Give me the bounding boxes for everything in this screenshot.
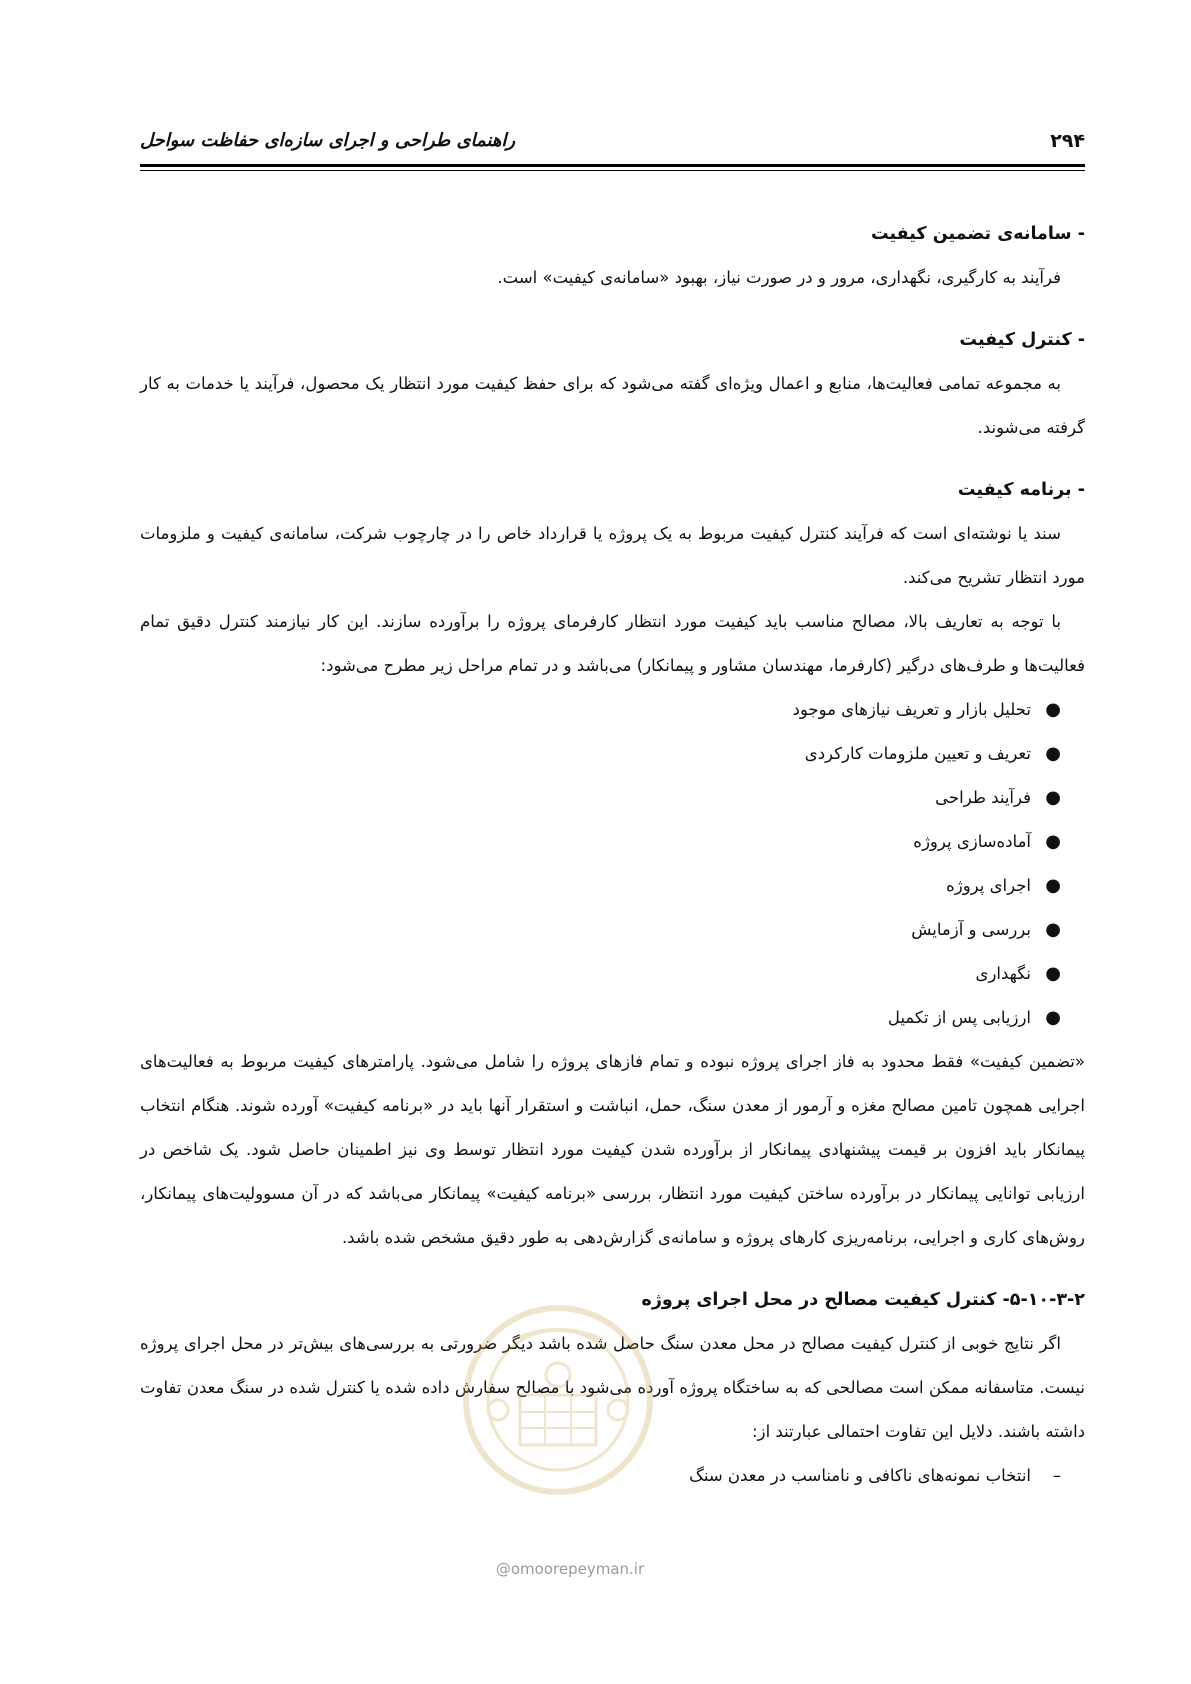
heading-quality-control: - کنترل کیفیت bbox=[959, 330, 1085, 350]
bullet-icon: ● bbox=[1045, 743, 1061, 764]
list-item: ● نگهداری bbox=[140, 952, 1061, 996]
list-item: ● تعریف و تعیین ملزومات کارکردی bbox=[140, 732, 1061, 776]
bullet-icon: ● bbox=[1045, 963, 1061, 984]
list-item: ● بررسی و آزمایش bbox=[140, 908, 1061, 952]
list-item: ● فرآیند طراحی bbox=[140, 776, 1061, 820]
list-item: ● اجرای پروژه bbox=[140, 864, 1061, 908]
heading-quality-plan: - برنامه کیفیت bbox=[957, 480, 1085, 500]
paragraph-site-control: اگر نتایج خوبی از کنترل کیفیت مصالح در محل معدن سنگ حاصل شده باشد دیگر ضرورتی به بررسی‌های بیش‌تر در محل اجرای پروژه نیست. متاسفانه ممکن است مصالحی که به ساختگاه پروژه آورده می‌شود با مصالح سفارش داده شده یا کنترل شده در سنگ معدن تفاوت داشته باشند. دلایل این تفاوت احتمالی عبارتند از: bbox=[140, 1334, 1085, 1441]
bullet-icon: ● bbox=[1045, 1007, 1061, 1028]
heading-qa-system: - سامانه‌ی تضمین کیفیت bbox=[871, 224, 1085, 244]
bullet-icon: ● bbox=[1045, 699, 1061, 720]
stages-list bbox=[140, 688, 1085, 1040]
header-rule-thick bbox=[140, 164, 1085, 167]
running-title: راهنمای طراحی و اجرای سازه‌ای حفاظت سواحل bbox=[140, 130, 516, 151]
paragraph-quality-plan-2: با توجه به تعاریف بالا، مصالح مناسب باید کیفیت مورد انتظار کارفرمای پروژه را برآورده سازند. این کار نیازمند کنترل دقیق تمام فعالیت‌ها و طرف‌های درگیر (کارفرما، مهندسان مشاور و پیمانکار) می‌باشد و در تمام مراحل زیر مطرح می‌شود: bbox=[140, 612, 1085, 675]
list-item: – انتخاب نمونه‌های ناکافی و نامناسب در معدن سنگ bbox=[140, 1454, 1061, 1498]
paragraph-qa-system: فرآیند به کارگیری، نگهداری، مرور و در صورت نیاز، بهبود «سامانه‌ی کیفیت» است. bbox=[497, 268, 1061, 287]
list-item: ● ارزیابی پس از تکمیل bbox=[140, 996, 1061, 1040]
list-item: ● تحلیل بازار و تعریف نیازهای موجود bbox=[140, 688, 1061, 732]
paragraph-after-list: «تضمین کیفیت» فقط محدود به فاز اجرای پروژه نبوده و تمام فازهای پروژه را شامل می‌شود. پارامترهای کیفیت مربوط به فعالیت‌های اجرایی همچون تامین مصالح مغزه و آرمور از معدن سنگ، حمل، انباشت و استقرار آنها باید در «برنامه کیفیت» آورده شوند. هنگام انتخاب پیمانکار باید افزون بر قیمت پیشنهادی پیمانکار از برآورده شدن کیفیت مورد انتظار توسط وی نیز اطمینان حاصل شود. یک شاخص در ارزیابی توانایی پیمانکار در برآورده ساختن کیفیت مورد انتظار، بررسی «برنامه کیفیت» پیمانکار می‌باشد که در آن مسوولیت‌های پیمانکار، روش‌های کاری و اجرایی، برنامه‌ریزی کارهای پروژه و سامانه‌ی گزارش‌دهی به طور دقیق مشخص شده باشد. bbox=[140, 1052, 1085, 1247]
paragraph-quality-control: به مجموعه تمامی فعالیت‌ها، منابع و اعمال ویژه‌ای گفته می‌شود که برای حفظ کیفیت مورد انتظار یک محصول، فرآیند یا خدمات به کار گرفته می‌شوند. bbox=[140, 374, 1085, 437]
watermark-site: @omoorepeyman.ir bbox=[495, 1560, 645, 1578]
bullet-icon: ● bbox=[1045, 787, 1061, 808]
bullet-icon: ● bbox=[1045, 919, 1061, 940]
header-rule-thin bbox=[140, 170, 1085, 171]
list-item: ● آماده‌سازی پروژه bbox=[140, 820, 1061, 864]
page-number: ۲۹۴ bbox=[1050, 130, 1085, 152]
bullet-icon: ● bbox=[1045, 875, 1061, 896]
paragraph-quality-plan: سند یا نوشته‌ای است که فرآیند کنترل کیفیت مربوط به یک پروژه یا قرارداد خاص را در چارچوب شرکت، سامانه‌ی کیفیت و ملزومات مورد انتظار تشریح می‌کند. bbox=[140, 524, 1085, 587]
bullet-icon: ● bbox=[1045, 831, 1061, 852]
page-header bbox=[140, 118, 1085, 168]
dash-icon: – bbox=[1052, 1466, 1061, 1485]
watermark-seal-icon bbox=[458, 1300, 658, 1500]
heading-site-control: ۵-۱۰-۳-۲- کنترل کیفیت مصالح در محل اجرای پروژه bbox=[641, 1290, 1085, 1310]
